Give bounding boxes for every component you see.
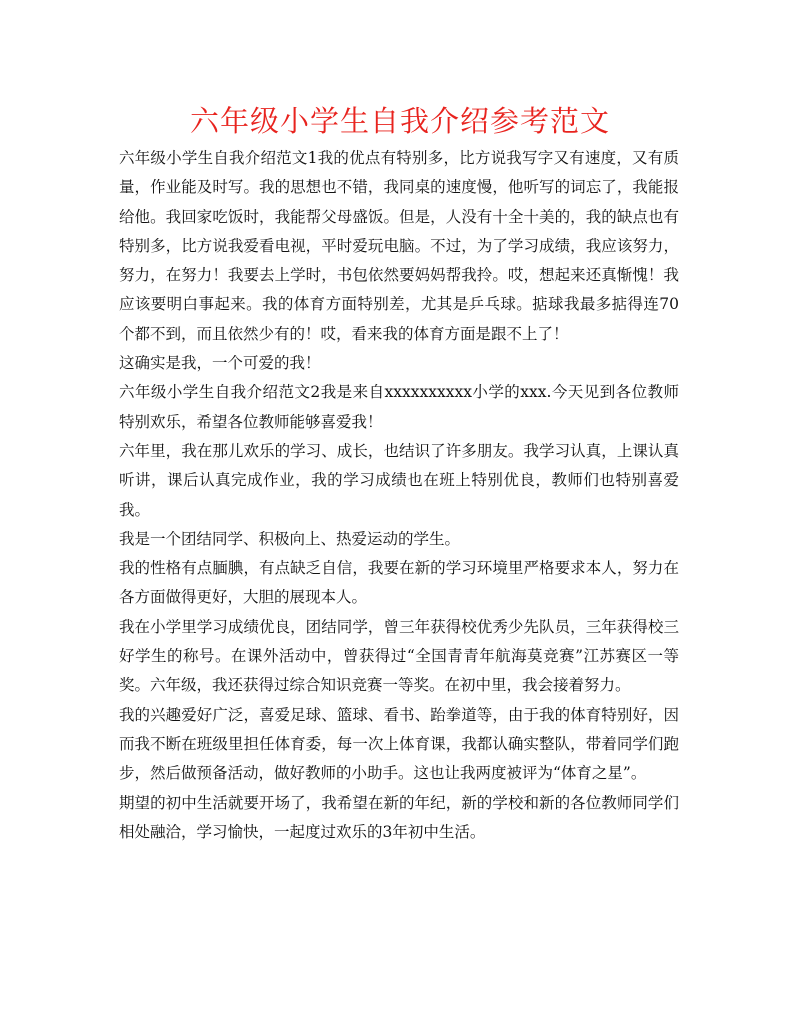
document-body <box>119 144 679 847</box>
paragraph-personality: 我的性格有点腼腆，有点缺乏自信，我要在新的学习环境里严格要求本人，努力在各方面做得更好，大胆的展现本人。 <box>119 559 679 607</box>
paragraph-expectation: 期望的初中生活就要开场了，我希望在新的年纪，新的学校和新的各位教师同学们相处融洽，学习愉快，一起度过欢乐的3年初中生活。 <box>119 793 679 841</box>
paragraph-achievements: 我在小学里学习成绩优良，团结同学，曾三年获得校优秀少先队员，三年获得校三好学生的称号。在课外活动中，曾获得过“全国青青年航海莫竞赛”江苏赛区一等奖。六年级，我还获得过综合知识竞赛一等奖。在初中里，我会接着努力。 <box>119 617 679 695</box>
paragraph-student-traits: 我是一个团结同学、积极向上、热爱运动的学生。 <box>119 529 461 548</box>
document-title: 六年级小学生自我介绍参考范文 <box>189 104 610 138</box>
paragraph-intro-1: 六年级小学生自我介绍范文1我的优点有特别多，比方说我写字又有速度，又有质量，作业能及时写。我的思想也不错，我同桌的速度慢，他听写的词忘了，我能报给他。我回家吃饭时，我能帮父母盛饭。但是，人没有十全十美的，我的缺点也有特别多，比方说我爱看电视，平时爱玩电脑。不过，为了学习成绩，我应该努力，努力，在努力！我要去上学时，书包依然要妈妈帮我拎。哎，想起来还真惭愧！我应该要明白事起来。我的体育方面特别差，尤其是乒乓球。掂球我最多掂得连70个都不到，而且依然少有的！哎，看来我的体育方面是跟不上了！ <box>119 149 679 343</box>
paragraph-six-years: 六年里，我在那儿欢乐的学习、成长，也结识了许多朋友。我学习认真，上课认真听讲，课后认真完成作业，我的学习成绩也在班上特别优良，教师们也特别喜爱我。 <box>119 441 679 519</box>
paragraph-hobbies: 我的兴趣爱好广泛，喜爱足球、篮球、看书、跆拳道等，由于我的体育特别好，因而我不断在班级里担任体育委，每一次上体育课，我都认确实整队，带着同学们跑步，然后做预备活动，做好教师的小助手。这也让我两度被评为“体育之星”。 <box>119 705 679 783</box>
paragraph-cute-me: 这确实是我，一个可爱的我！ <box>119 354 321 373</box>
paragraph-intro-2: 六年级小学生自我介绍范文2我是来自xxxxxxxxxx小学的xxx.今天见到各位教师特别欢乐，希望各位教师能够喜爱我！ <box>119 383 679 431</box>
